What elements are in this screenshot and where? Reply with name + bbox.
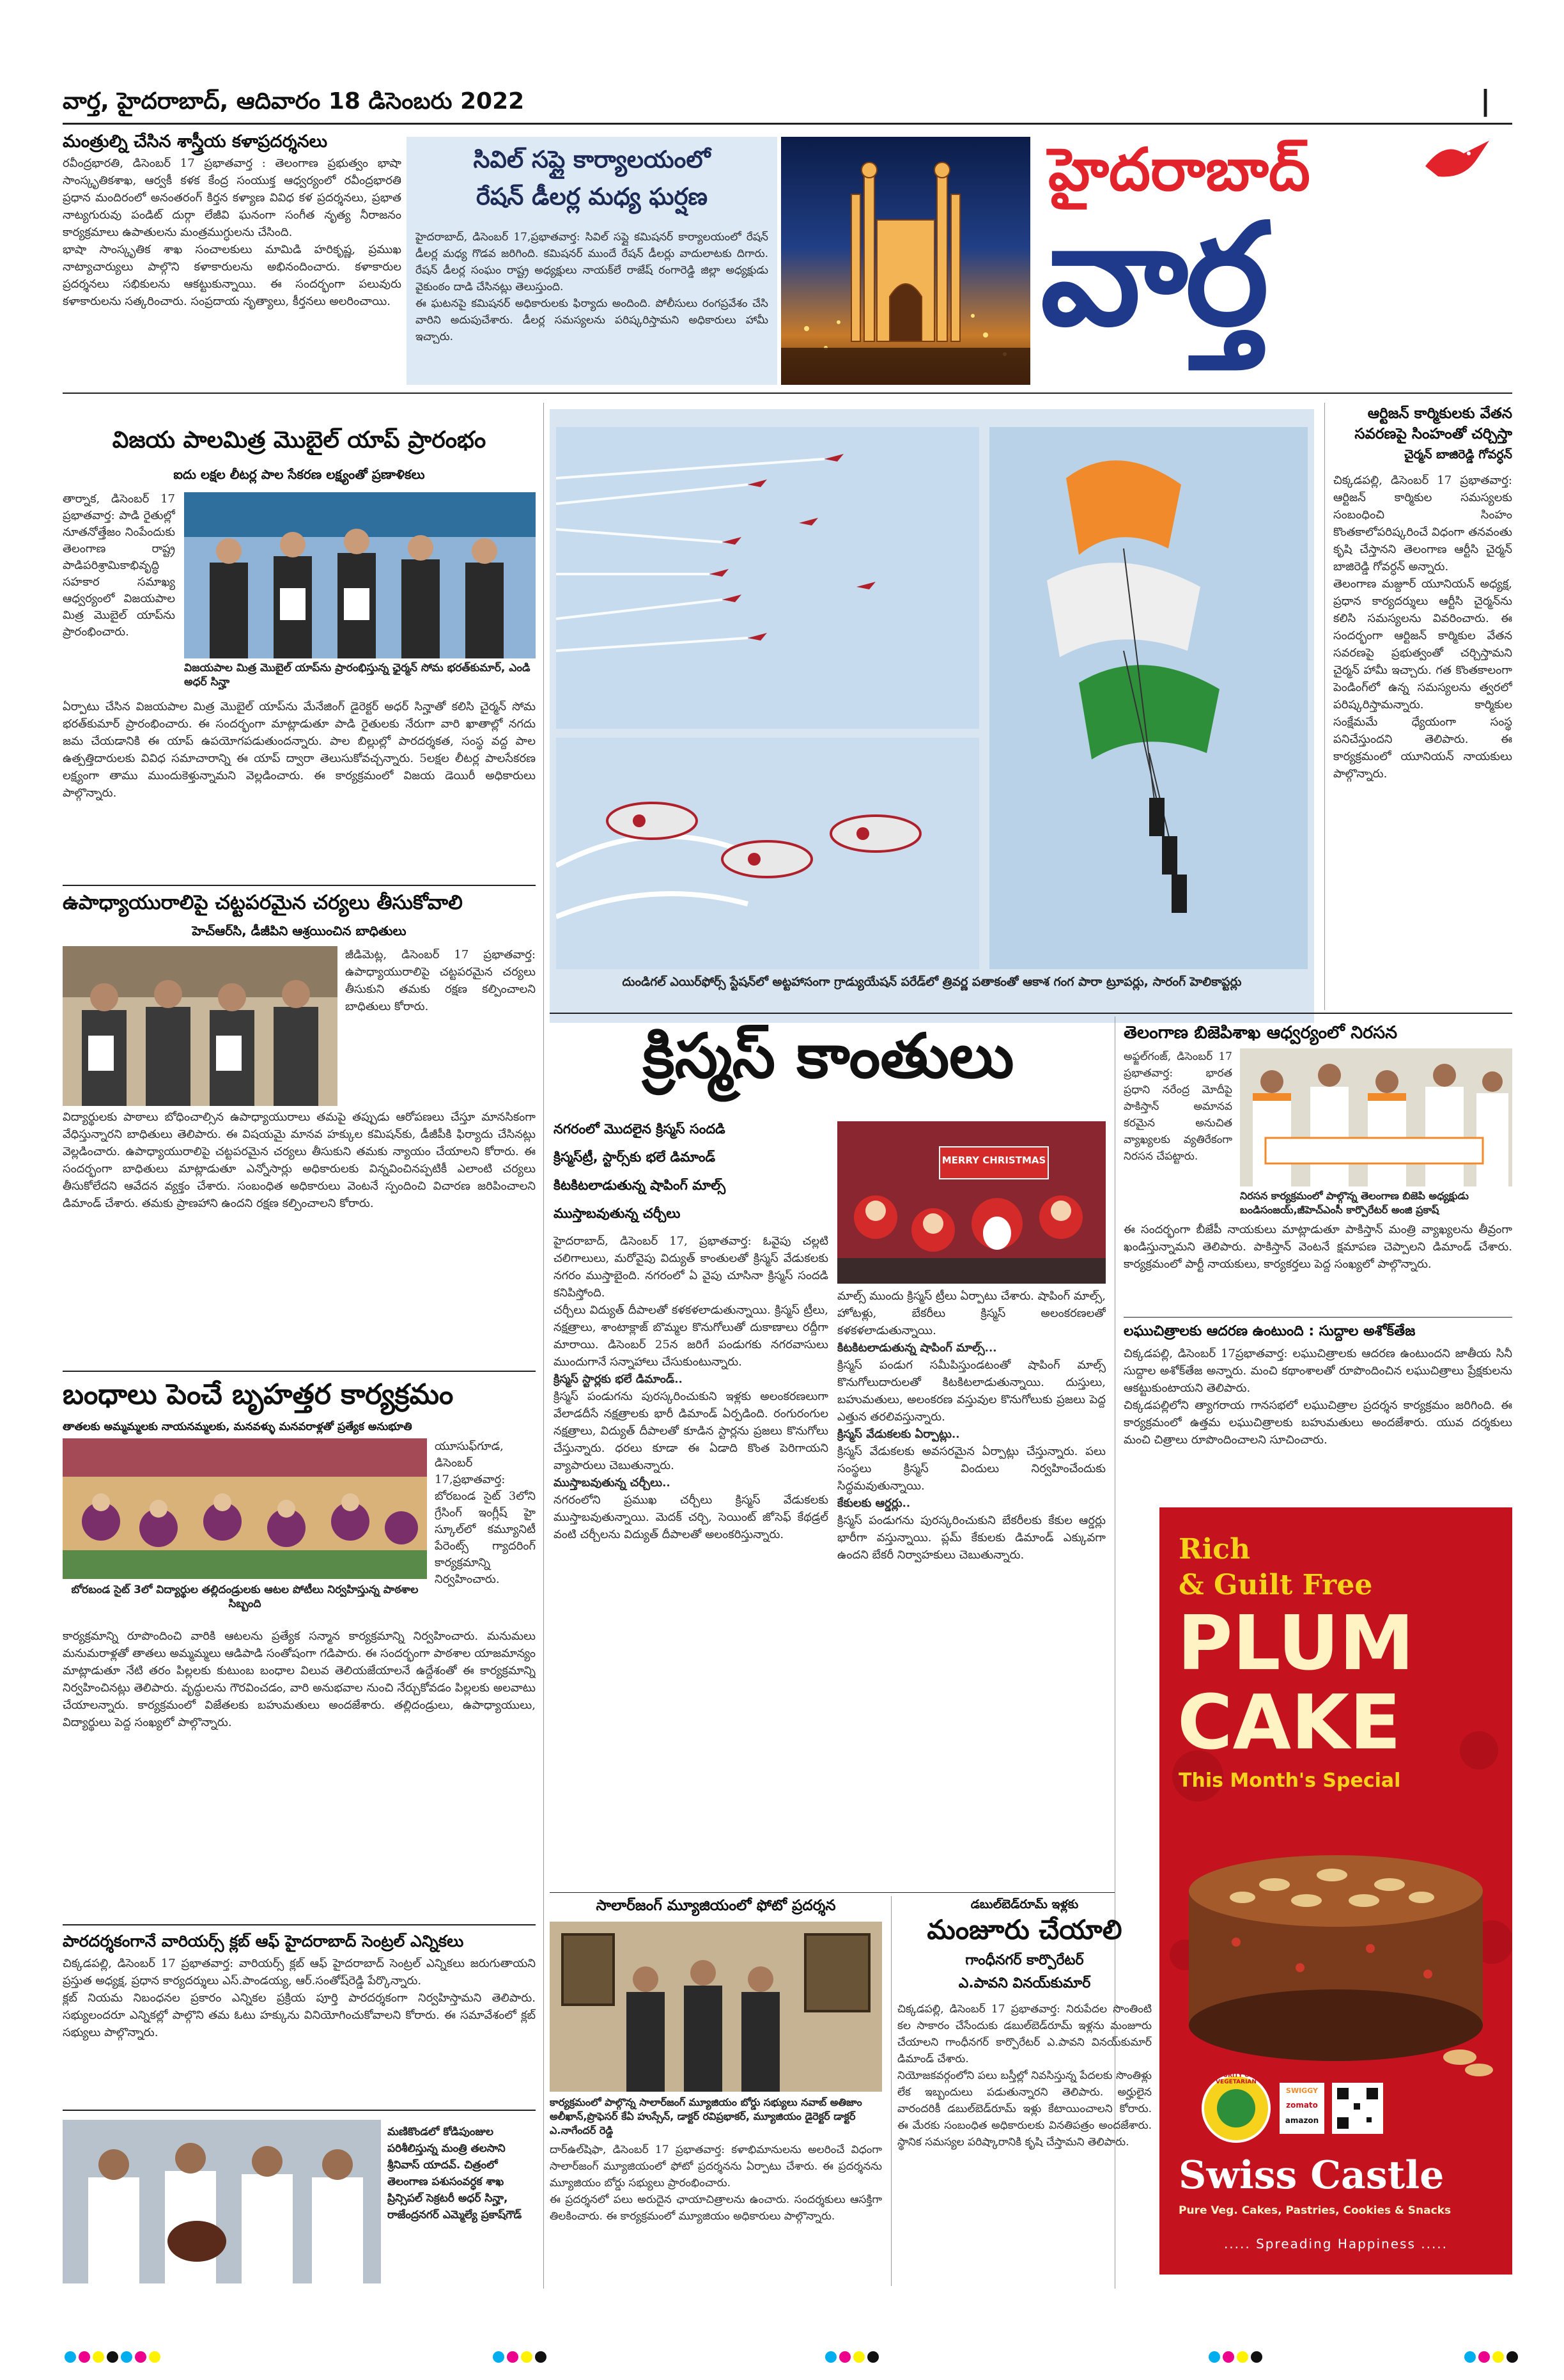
vijaya-photo-caption: విజయపాల మిత్ర మొబైల్ యాప్‌ను ప్రారంభిస్తున్న ఛైర్మన్ సోమ భరత్‌కుమార్, ఎండి అధర్ సిన్హా: [184, 662, 530, 688]
teacher-photo: [63, 946, 337, 1106]
christmas-body-2: మాల్స్ ముందు క్రిస్మస్ ట్రీలు ఏర్పాటు చేశారు. షాపింగ్ మాల్స్, హోటళ్లు, బేకరీలు క్రిస్మస్ అలంకరణలతో కళకళలాడుతున్నాయి. కిటకిటలాడుతున్న షాపింగ్ మాల్స్... క్రిస్మస్ పండుగ సమీపిస్తుండటంతో షాపింగ్ మాల్స్ కొనుగోలుదారులతో కిటకిటలాడుతున్నాయి. దుస్తులు, బహుమతులు, అలంకరణ వస్తువుల కొనుగోలుకు ప్రజలు పెద్ద ఎత్తున తరలివస్తున్నారు. క్రిస్మస్ వేడుకలకు ఏర్పాట్లు.. క్రిస్మస్ వేడుకలకు అవసరమైన ఏర్పాట్లు చేస్తున్నారు. పలు సంస్థలు క్రిస్మస్ విందులు నిర్వహించేందుకు సిద్ధమవుతున్నాయి. కేకులకు ఆర్డర్లు.. క్రిస్మస్ పండుగను పురస్కరించుకుని బేకరీలకు కేకుల ఆర్డర్లు భారీగా వస్తున్నాయి. ప్లమ్ కేకులకు డిమాండ్ ఎక్కువగా ఉందని బేకరీ నిర్వాహకులు చెబుతున్నారు.: [837, 1289, 1106, 1562]
ad-delivery-amazon: amazon: [1285, 2116, 1319, 2125]
dove-icon: [1419, 134, 1496, 188]
christmas-sub-4: ముస్తాబవుతున్న చర్చీలు..: [554, 1476, 670, 1489]
suddala-body: చిక్కడపల్లి, డిసెంబర్ 17ప్రభాతవార్త: లఘుచిత్రాలకు ఆదరణ ఉంటుందని జాతీయ సినీ సుద్దాల అశోక్‌తేజ అన్నారు. మంచి కథాంశాలతో రూపొందించిన లఘుచిత్రాలు ప్రేక్షకులను ఆకట్టుకుంటాయని తెలిపారు. చిక్కడపల్లిలోని త్యాగరాయ గానసభలో లఘుచిత్రాల ప్రదర్శన కార్యక్రమం జరిగింది. ఈ కార్యక్రమంలో ఉత్తమ లఘుచిత్రాలకు బహుమతులు అందజేశారు. యువ దర్శకులు మంచి చిత్రాలు రూపొందించాలని సూచించారు.: [1124, 1347, 1512, 1447]
artisan-body: చిక్కడపల్లి, డిసెంబర్ 17 ప్రభాతవార్త: ఆర్టిజన్ కార్మికుల సమస్యలకు సంబంధించి సింహం కొంతకాలోపరిష్కరించే విధంగా తనవంతు కృషి చేస్తానని తెలంగాణ ఆర్టీసి చైర్మన్ బాజిరెడ్డి గోవర్ధన్ అన్నారు. తెలంగాణ మజ్దూర్ యూనియన్ అధ్యక్ష, ప్రధాన కార్యదర్శులు ఆర్టీసి చైర్మన్‌ను కలిసి సమస్యలను వివరించారు. ఈ సందర్భంగా ఆర్టిజన్ కార్మికుల వేతన సవరణపై ప్రభుత్వంతో చర్చిస్తామని చైర్మన్ హామీ ఇచ్చారు. గత కొంతకాలంగా పెండింగ్‌లో ఉన్న సమస్యలను త్వరలో పరిష్కరిస్తామన్నారు. కార్మికుల సంక్షేమమే ధ్యేయంగా సంస్థ పనిచేస్తుందని తెలిపారు. ఈ కార్యక్రమంలో యూనియన్ నాయకులు పాల్గొన్నారు.: [1333, 474, 1512, 781]
christmas-headline: క్రిస్మస్ కాంతులు: [642, 1020, 1014, 1092]
left-rule-3: [63, 1924, 536, 1925]
left-rule-1: [63, 885, 536, 886]
civil-supplies-headline-1: సివిల్ సప్లై కార్యాలయంలో: [473, 146, 711, 173]
bandhalu-photo: [63, 1438, 427, 1579]
helicopters-photo: [556, 738, 979, 969]
christmas-sub-3: క్రిస్మస్ వేడుకలకు ఏర్పాట్లు..: [837, 1427, 960, 1441]
christmas-body-1: హైదరాబాద్, డిసెంబర్ 17, ప్రభాతవార్త: ఓవైపు చల్లటి చలిగాలులు, మరోవైపు విద్యుత్ కాంతులతో క్రిస్మస్ వేడుకలకు నగరం ముస్తాబైంది. నగరంలో ఏ వైపు చూసినా క్రిస్మస్ సందడి కనిపిస్తోంది. చర్చీలు విద్యుత్ దీపాలతో కళకళలాడుతున్నాయి. క్రిస్మస్ ట్రీలు, నక్షత్రాలు, శాంటాక్లాజ్ బొమ్మల కొనుగోలుతో దుకాణాలు రద్దీగా మారాయి. డిసెంబర్ 25న జరిగే పండుగకు నగరవాసులు ముందుగానే సన్నాహాలు చేసుకుంటున్నారు. క్రిస్మస్ స్టార్లకు భలే డిమాండ్.. క్రిస్మస్ పండుగను పురస్కరించుకుని ఇళ్లకు అలంకరణలుగా వేలాడదీసే నక్షత్రాలకు భారీ డిమాండ్ ఏర్పడింది. రంగురంగుల నక్షత్రాలు, విద్యుత్ దీపాలతో కూడిన స్టార్లను ప్రజలు కొనుగోలు చేస్తున్నారు. ధరలు కూడా ఈ ఏడాది కొంత పెరిగాయని వ్యాపారులు చెబుతున్నారు. ముస్తాబవుతున్న చర్చీలు.. నగరంలోని ప్రముఖ చర్చీలు క్రిస్మస్ వేడుకలకు ముస్తాబవుతున్నాయి. మెదక్ చర్చి, సెయింట్ జోసెఫ్ కేథడ్రల్ వంటి చర్చీలను విద్యుత్ దీపాలతో అలంకరిస్తున్నారు.: [554, 1234, 828, 1541]
bedroom-subhead-2: ఎ.పావని వినయ్‌కుమార్: [958, 1975, 1091, 1991]
ministers-headline: మంత్రుల్ని చేసిన శాస్త్రీయ కళాప్రదర్శనలు: [63, 132, 328, 152]
bjp-photo: [1240, 1048, 1512, 1186]
ad-brand-sub: Pure Veg. Cakes, Pastries, Cookies & Snacks: [1179, 2204, 1452, 2217]
ministers-body: రవీంద్రభారతి, డిసెంబర్ 17 ప్రభాతవార్త : తెలంగాణ ప్రభుత్వం భాషా సాంస్కృతికశాఖ, ఆర్వకీ కళక కేంద్ర సంయుక్త ఆధ్వర్యంలో రవీంద్రభారతి ప్రధాన మందిరంలో అనంతరంగ్ కిర్తన కళ్యాణ వివిధ కళ ప్రదర్శనలు, ప్రభాత నాట్యగురువు పండిట్ దుర్గా లేజీవి ఘనంగా సంగీత నృత్య నీరాజనం కార్యక్రమాలు ఉపాతులను మంత్రముగ్ధులను చేసింది. భాషా సాంస్కృతిక శాఖ సంచాలకులు మామిడి హరికృష్ణ, ప్రముఖ నాట్యాచార్యులు పాల్గొని కళాకారులను అభినందించారు. కళాకారుల ప్రదర్శనలు సభికులను ఆకట్టుకున్నాయి. ఈ సందర్భంగా పలువురు కళాకారులను సత్కరించారు. సంప్రదాయ నృత్యాలు, కీర్తనలు అలరించాయి.: [63, 157, 401, 308]
plum-cake-ad[interactable]: [1159, 1507, 1512, 2275]
ad-tagline: This Month's Special: [1179, 1769, 1401, 1792]
christmas-photo: [837, 1121, 1106, 1284]
teacher-body: విద్యార్థులకు పాఠాలు బోధించాల్సిన ఉపాధ్యాయురాలు తమపై తప్పుడు ఆరోపణలు చేస్తూ మానసికంగా వేధిస్తున్నారని బాధితులు తెలిపారు. ఈ విషయమై మానవ హక్కుల కమిషన్‌కు, డీజీపీకి ఫిర్యాదు చేసినట్లు వెల్లడించారు. ఉపాధ్యాయురాలిపై చట్టపరమైన చర్యలు తీసుకుని తమకు న్యాయం చేయాలని కోరారు. ఈ సందర్భంగా బాధితులు మాట్లాడుతూ ఎన్నోసార్లు అధికారులకు విన్నవించినప్పటికీ ఎలాంటి చర్యలు తీసుకోలేదని ఆవేదన వ్యక్తం చేశారు. సంబంధిత అధికారులు వెంటనే స్పందించి విచారణ జరిపించాలని డిమాండ్ చేశారు. తమకు ప్రాణహాని ఉందని రక్షణ కల్పించాలని కోరారు.: [63, 1110, 536, 1210]
bjp-photo-caption: నిరసన కార్యక్రమంలో పాల్గొన్న తెలంగాణ బిజెపి అధ్యక్షుడు బండిసంజయ్,జీహెచ్ఎంసీ కార్పొరేటర్ అంజి ప్రకాష్: [1240, 1190, 1469, 1216]
civil-supplies-headline-2: రేషన్ డీలర్ల మధ్య ఘర్షణ: [476, 183, 708, 210]
christmas-deck-1: నగరంలో మొదలైన క్రిస్మస్ సందడి: [554, 1121, 725, 1137]
bjp-headline: తెలంగాణ బిజెపిశాఖ ఆధ్వర్యంలో నిరసన: [1124, 1023, 1398, 1043]
ad-line-2: & Guilt Free: [1179, 1569, 1373, 1601]
left-rule-4: [63, 2110, 536, 2111]
center-rule-2: [550, 1892, 1115, 1893]
header-rule: [63, 123, 1512, 125]
page-marker: |: [1480, 84, 1491, 117]
parachute-photo: [989, 427, 1308, 969]
christmas-sub-2: క్రిస్మస్ స్టార్లకు భలే డిమాండ్..: [554, 1373, 683, 1386]
christmas-photo-banner: MERRY CHRISTMAS: [941, 1155, 1046, 1166]
left-column-divider: [543, 403, 544, 2289]
salarjung-photo-caption: కార్యక్రమంలో పాల్గొన్న సాలార్‌జంగ్ మ్యూజియం బోర్డు సభ్యులు నవాబ్ అతిజాం అలీఖాన్,ప్రొఫెసర్ కేఏ హుస్సేన్, డాక్టర్ రవిప్రభాకర్, మ్యూజియం డైరెక్టర్ డాక్టర్ ఎ.నాగేందర్ రెడ్డి: [550, 2096, 862, 2136]
bjp-body: ఈ సందర్భంగా బీజేపీ నాయకులు మాట్లాడుతూ పాకిస్తాన్ మంత్రి వ్యాఖ్యలను తీవ్రంగా ఖండిస్తున్నామని తెలిపారు. పాకిస్తాన్ వెంటనే క్షమాపణ చెప్పాలని డిమాండ్ చేశారు. కార్యక్రమంలో పార్టీ నాయకులు, కార్యకర్తలు పెద్ద సంఖ్యలో పాల్గొన్నారు.: [1124, 1223, 1512, 1271]
warriors-body: చిక్కడపల్లి, డిసెంబర్ 17 ప్రభాతవార్త: వారియర్స్ క్లబ్ ఆఫ్ హైదరాబాద్ సెంట్రల్ ఎన్నికలు జరుగుతాయని ప్రస్తుత అధ్యక్ష, ప్రధాన కార్యదర్శులు ఎస్.పాండయ్య, ఆర్.సంతోష్‌రెడ్డి పేర్కొన్నారు. క్లబ్ నియమ నిబంధనల ప్రకారం ఎన్నికల ప్రక్రియ పూర్తి పారదర్శకంగా నిర్వహిస్తామని తెలిపారు. సభ్యులందరూ ఎన్నికల్లో పాల్గొని తమ ఓటు హక్కును వినియోగించుకోవాలని కోరారు. ఈ సమావేశంలో క్లబ్ సభ్యులు పాల్గొన్నారు.: [63, 1957, 536, 2039]
bedroom-kicker: డబుల్‌బెడ్‌రూమ్ ఇళ్లకు: [970, 1897, 1079, 1911]
left-rule-2: [63, 1371, 536, 1372]
bedroom-headline: మంజూరు చేయాలి: [927, 1914, 1122, 1945]
artisan-headline-1: ఆర్టిజన్ కార్మికులకు వేతన: [1367, 405, 1512, 422]
christmas-deck-2: క్రిస్మస్‌ట్రీ, స్టార్స్‌కు భలే డిమాండ్: [554, 1149, 716, 1165]
ad-slogan: ..... Spreading Happiness .....: [1223, 2236, 1448, 2252]
artisan-headline-2: సవరణపై సింహంతో చర్చిస్తా: [1354, 426, 1512, 442]
airshow-photo-caption: దుండిగల్ ఎయిర్‌ఫోర్స్ స్టేషన్‌లో అట్టహాసంగా గ్రాడ్యుయేషన్ పరేడ్‌లో త్రివర్ణ పతాకంతో ఆకాశ గంగ పారా ట్రూపర్లు, సారంగ్ హెలికాప్టర్లు: [622, 975, 1242, 989]
ad-delivery-swiggy: SWIGGY: [1286, 2087, 1318, 2095]
ad-brand: Swiss Castle: [1179, 2153, 1444, 2198]
salarjung-headline: సాలార్‌జంగ్ మ్యూజియంలో ఫోటో ప్రదర్శన: [596, 1897, 836, 1914]
suddala-headline: లఘుచిత్రాలకు ఆదరణ ఉంటుంది : సుద్దాల అశోక్‌తేజ: [1124, 1323, 1416, 1339]
christmas-sub-5: కేకులకు ఆర్డర్లు..: [837, 1497, 911, 1510]
bandhalu-headline: బంధాలు పెంచే బృహత్తర కార్యక్రమం: [63, 1378, 454, 1411]
christmas-deck-3: కిటకిటలాడుతున్న షాపింగ్ మాల్స్: [554, 1178, 726, 1193]
ad-delivery-zomato: zomato: [1286, 2101, 1318, 2110]
dateline: వార్త, హైదరాబాద్, ఆదివారం 18 డిసెంబరు 2022: [63, 88, 525, 114]
minister-side-caption: మణికొండలో కోడిపుంజుల పరిశీలిస్తున్న మంత్రి తలసాని శ్రీనివాస్ యాదవ్. చిత్రంలో తెలంగాణ పశుసంవర్ధక శాఖ ప్రిన్సిపల్ సెక్రటరీ అధర్ సిన్హా, రాజేంద్రనగర్ ఎమ్మెల్యే ప్రకాష్‌గౌడ్: [387, 2126, 522, 2221]
bjp-body-narrow: అఫ్జల్‌గంజ్, డిసెంబర్ 17 ప్రభాతవార్త: భారత ప్రధాని నరేంద్ర మోదీపై పాకిస్తాన్ అమానవ కరమైన అనుచిత వ్యాఖ్యలకు వ్యతిరేకంగా నిరసన చేపట్టారు.: [1124, 1050, 1232, 1163]
ad-badge: PURITY OF VEGETARIAN: [1216, 2073, 1257, 2085]
minister-photo: [63, 2120, 381, 2283]
masthead-vaartha: వార్త: [1041, 193, 1267, 357]
print-registration-marks: [0, 2347, 1564, 2367]
vijaya-headline: విజయ పాలమిత్ర మొబైల్ యాప్ ప్రారంభం: [112, 427, 486, 453]
jets-photo: [556, 427, 979, 729]
teacher-subhead: హెచ్ఆర్‌సి, డీజీపిని ఆశ్రయించిన బాధితులు: [192, 923, 406, 938]
teacher-body-narrow: జీడిమెట్ల, డిసెంబర్ 17 ప్రభాతవార్త: ఉపాధ్యాయురాలిపై చట్టపరమైన చర్యలు తీసుకుని తమకు రక్షణ కల్పించాలని బాధితులు కోరారు.: [345, 948, 536, 1013]
vijaya-body: ఏర్పాటు చేసిన విజయపాల మిత్ర మొబైల్ యాప్‌ను మేనేజింగ్ డైరెక్టర్ అధర్ సిన్హాతో కలిసి చైర్మన్ సోమ భరత్‌కుమార్ ప్రారంభించారు. ఈ సందర్భంగా మాట్లాడుతూ పాడి రైతులకు నేరుగా వారి ఖాతాల్లో నగదు జమ చేయడానికి ఈ యాప్ ఉపయోగపడుతుందన్నారు. పాల బిల్లుల్లో పారదర్శకత, సంస్థ వద్ద పాల ఉత్పత్తిదారులకు వివిధ సమాచారాన్ని ఈ యాప్ ద్వారా తెలుసుకోవచ్చన్నారు. 5లక్షల లీటర్ల పాలసేకరణ లక్ష్యంగా తాము ముందుకెళ్తున్నామని వెల్లడించారు. ఈ కార్యక్రమంలో విజయ డెయిరీ అధికారులు పాల్గొన్నారు.: [63, 700, 536, 800]
ad-main-2: CAKE: [1177, 1678, 1401, 1766]
masthead-charminar-photo: [781, 137, 1030, 385]
bedroom-divider: [891, 1896, 892, 2286]
salarjung-photo: [550, 1922, 882, 2092]
vijaya-body-narrow: తార్నాక, డిసెంబర్ 17 ప్రభాతవార్త: పాడి రైతుల్లో నూతనోత్తేజం నింపేందుకు తెలంగాణ రాష్ట్ర పాడిపరిశ్రామికాభివృద్ధి సహకార సమాఖ్య ఆధ్వర్యంలో విజయపాల మిత్ర మొబైల్ యాప్‌ను ప్రారంభించారు.: [63, 492, 175, 639]
bedroom-body: చిక్కడపల్లి, డిసెంబర్ 17 ప్రభాతవార్త: నిరుపేదల సొంతింటి కల సాకారం చేసేందుకు డబుల్‌బెడ్‌రూమ్ ఇళ్లను మంజూరు చేయాలని గాంధీనగర్ కార్పొరేటర్ ఎ.పావని వినయ్‌కుమార్ డిమాండ్ చేశారు. నియోజకవర్గంలోని పలు బస్తీల్లో నివసిస్తున్న పేదలకు సొంతిళ్లు లేక ఇబ్బందులు పడుతున్నారని తెలిపారు. అర్హులైన వారందరికీ డబుల్‌బెడ్‌రూమ్ ఇళ్లు కేటాయించాలని కోరారు. ఈ మేరకు సంబంధిత అధికారులకు వినతిపత్రం అందజేశారు. స్థానిక సమస్యల పరిష్కారానికి కృషి చేస్తామని తెలిపారు.: [897, 2003, 1152, 2149]
center-rule-1: [550, 1013, 1512, 1014]
warriors-headline: పారదర్శకంగానే వారియర్స్ క్లబ్ ఆఫ్ హైదరాబాద్ సెంట్రల్ ఎన్నికలు: [63, 1932, 464, 1950]
bandhalu-subhead: తాతలకు అమ్మమ్మలకు నాయనమ్మలకు, మనవళ్ళు మనవరాళ్లతో ప్రత్యేక అనుభూతి: [63, 1420, 412, 1433]
bedroom-subhead-1: గాంధీనగర్ కార్పొరేటర్: [965, 1952, 1084, 1968]
top-section-rule: [63, 393, 1512, 394]
right-column-divider: [1324, 403, 1325, 1010]
artisan-subhead: చైర్మన్ బాజిరెడ్డి గోవర్ధన్: [1404, 447, 1512, 462]
right-rule-1: [1124, 1317, 1512, 1318]
christmas-sub-1: కిటకిటలాడుతున్న షాపింగ్ మాల్స్...: [837, 1341, 997, 1355]
civil-supplies-body: హైదరాబాద్, డిసెంబర్ 17,ప్రభాతవార్త: సివిల్ సప్లై కమిషనర్ కార్యాలయంలో రేషన్ డీలర్ల మధ్య గొడవ జరిగింది. కమిషనర్ ముందే రేషన్ డీలర్లు వాదులాటకు దిగారు. రేషన్ డీలర్ల సంఘం రాష్ట్ర అధ్యక్షులు నాయక్‌లే రాజేష్ రంగారెడ్డి జిల్లా అధ్యక్షుడు వైకుంఠం దాడి చేసినట్లు తెలుస్తుంది. ఈ ఘటనపై కమిషనర్ అధికారులకు ఫిర్యాదు అందింది. పోలీసులు రంగప్రవేశం చేసి వారిని అదుపుచేశారు. డీలర్ల సమస్యలను పరిష్కరిస్తామని అధికారులు హామీ ఇచ్చారు.: [415, 231, 768, 343]
teacher-headline: ఉపాధ్యాయురాలిపై చట్టపరమైన చర్యలు తీసుకోవాలి: [63, 891, 463, 914]
masthead-hyderabad: హైదరాబాద్: [1048, 136, 1310, 204]
salarjung-body: దార్ఉల్‌షిఫా, డిసెంబర్ 17 ప్రభాతవార్త: కళాభిమానులను అలరించే విధంగా సాలార్‌జంగ్ మ్యూజియంలో ఫోటో ప్రదర్శనను ఏర్పాటు చేశారు. ఈ ప్రదర్శనను మ్యూజియం బోర్డు సభ్యులు ప్రారంభించారు. ఈ ప్రదర్శనలో పలు అరుదైన ఛాయాచిత్రాలను ఉంచారు. సందర్శకులు ఆసక్తిగా తిలకించారు. ఈ కార్యక్రమంలో మ్యూజియం అధికారులు పాల్గొన్నారు.: [550, 2143, 882, 2223]
bandhalu-photo-caption: బోరబండ సైట్ 3లో విద్యార్థుల తల్లిదండ్రులకు ఆటల పోటీలు నిర్వహిస్తున్న పాఠశాల సిబ్బంది: [71, 1583, 419, 1610]
christmas-deck-4: ముస్తాబవుతున్న చర్చీలు: [554, 1206, 681, 1221]
vijaya-subhead: ఐదు లక్షల లీటర్ల పాల సేకరణ లక్ష్యంతో ప్రణాళికలు: [173, 467, 425, 482]
vijaya-photo: [184, 492, 536, 658]
bandhalu-body: కార్యక్రమాన్ని రూపొందించి వారికి ఆటలను ప్రత్యేక సన్మాన కార్యక్రమాన్ని నిర్వహించారు. మనుమలు మనుమరాళ్లతో తాతలు అమ్మమ్మలు ఆడిపాడి సంతోషంగా గడిపారు. ఈ సందర్భంగా పాఠశాల యాజమాన్యం మాట్లాడుతూ నేటి తరం పిల్లలకు కుటుంబ బంధాల విలువ తెలియజేయాలనే ఉద్దేశంతో ఈ కార్యక్రమాన్ని నిర్వహించినట్లు తెలిపారు. వృద్ధులను గౌరవించడం, వారి అనుభవాల నుంచి నేర్చుకోవడం పిల్లలకు అలవాటు చేయాలన్నారు. కార్యక్రమంలో విజేతలకు బహుమతులు అందజేశారు. తల్లిదండ్రులు, ఉపాధ్యాయులు, విద్యార్థులు పెద్ద సంఖ్యలో పాల్గొన్నారు.: [63, 1629, 536, 1729]
bandhalu-body-narrow: యూసుఫ్‌గూడ, డిసెంబర్ 17,ప్రభాతవార్త: బోరబండ సైట్ 3లోని గ్రేసింగ్ ఇంగ్లీష్ హై స్కూల్‌లో కమ్యూనిటీ పేరెంట్స్ గ్యాదరింగ్ కార్యక్రమాన్ని నిర్వహించారు.: [435, 1440, 536, 1586]
ad-line-1: Rich: [1179, 1533, 1251, 1566]
ad-main-1: PLUM: [1177, 1599, 1414, 1687]
